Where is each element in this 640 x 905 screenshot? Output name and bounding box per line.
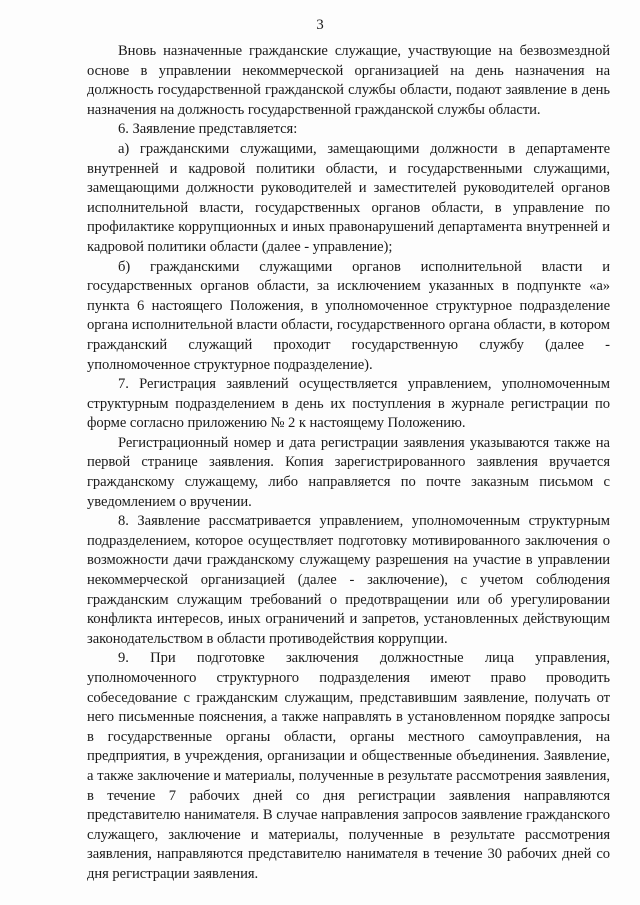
paragraph-6a: а) гражданскими служащими, замещающими должности в департаменте внутренней и кадровой политики области, и государственными служащими, замещающими должности руководителей и заместителей руководителей органов исполнительной власти, государственных органов области, в управление по профилактике коррупционных и иных правонарушений департамента внутренней и кадровой политики области (далее - управление);: [87, 140, 610, 255]
paragraph-9: 9. При подготовке заключения должностные лица управления, уполномоченного структурного подразделения имеют право проводить собеседование с гражданским служащим, представившим заявление, получать от него письменные пояснения, а также направлять в установленном порядке запросы в государственные органы области, органы местного самоуправления, на предприятия, в учреждения, организации и общественные объединения. Заявление, а также заключение и материалы, полученные в результате рассмотрения заявления, в течение 7 рабочих дней со дня регистрации заявления направляются представителю нанимателя. В случае направления запросов заявление гражданского служащего, заключение и материалы, полученные в результате рассмотрения заявления, направляются представителю нанимателя в течение 30 рабочих дней со дня регистрации заявления.: [87, 650, 610, 882]
page-number: 3: [316, 17, 324, 33]
paragraph-7: 7. Регистрация заявлений осуществляется управлением, уполномоченным структурным подразделением в день их поступления в журнале регистрации по форме согласно приложению № 2 к настоящему Положению.: [87, 376, 610, 432]
paragraph-registration-number: Регистрационный номер и дата регистрации заявления указываются также на первой странице заявления. Копия зарегистрированного заявления вручается гражданскому служащему, либо направляется по почте заказным письмом с уведомлением о вручении.: [87, 434, 610, 510]
paragraph-6b: б) гражданскими служащими органов исполнительной власти и государственных органов области, за исключением указанных в подпункте «а» пункта 6 настоящего Положения, в уполномоченное структурное подразделение органа исполнительной власти области, государственного органа области, в котором гражданский служащий проходит государственную службу (далее - уполномоченное структурное подразделение).: [87, 258, 610, 373]
paragraph-8: 8. Заявление рассматривается управлением, уполномоченным структурным подразделением, которое осуществляет подготовку мотивированного заключения о возможности дачи гражданскому служащему разрешения на участие в управлении некоммерческой организацией (далее - заключение), с учетом соблюдения гражданским служащим требований о предотвращении или об урегулировании конфликта интересов, иных ограничений и запретов, установленных действующим законодательством в области противодействия коррупции.: [87, 513, 610, 647]
document-body: [87, 42, 610, 885]
paragraph-6-heading: 6. Заявление представляется:: [118, 121, 298, 138]
paragraph-new-appointees: Вновь назначенные гражданские служащие, участвующие на безвозмездной основе в управлении некоммерческой организацией на день назначения на должность государственной гражданской службы области, подают заявление в день назначения на должность государственной гражданской службы области.: [87, 43, 610, 118]
